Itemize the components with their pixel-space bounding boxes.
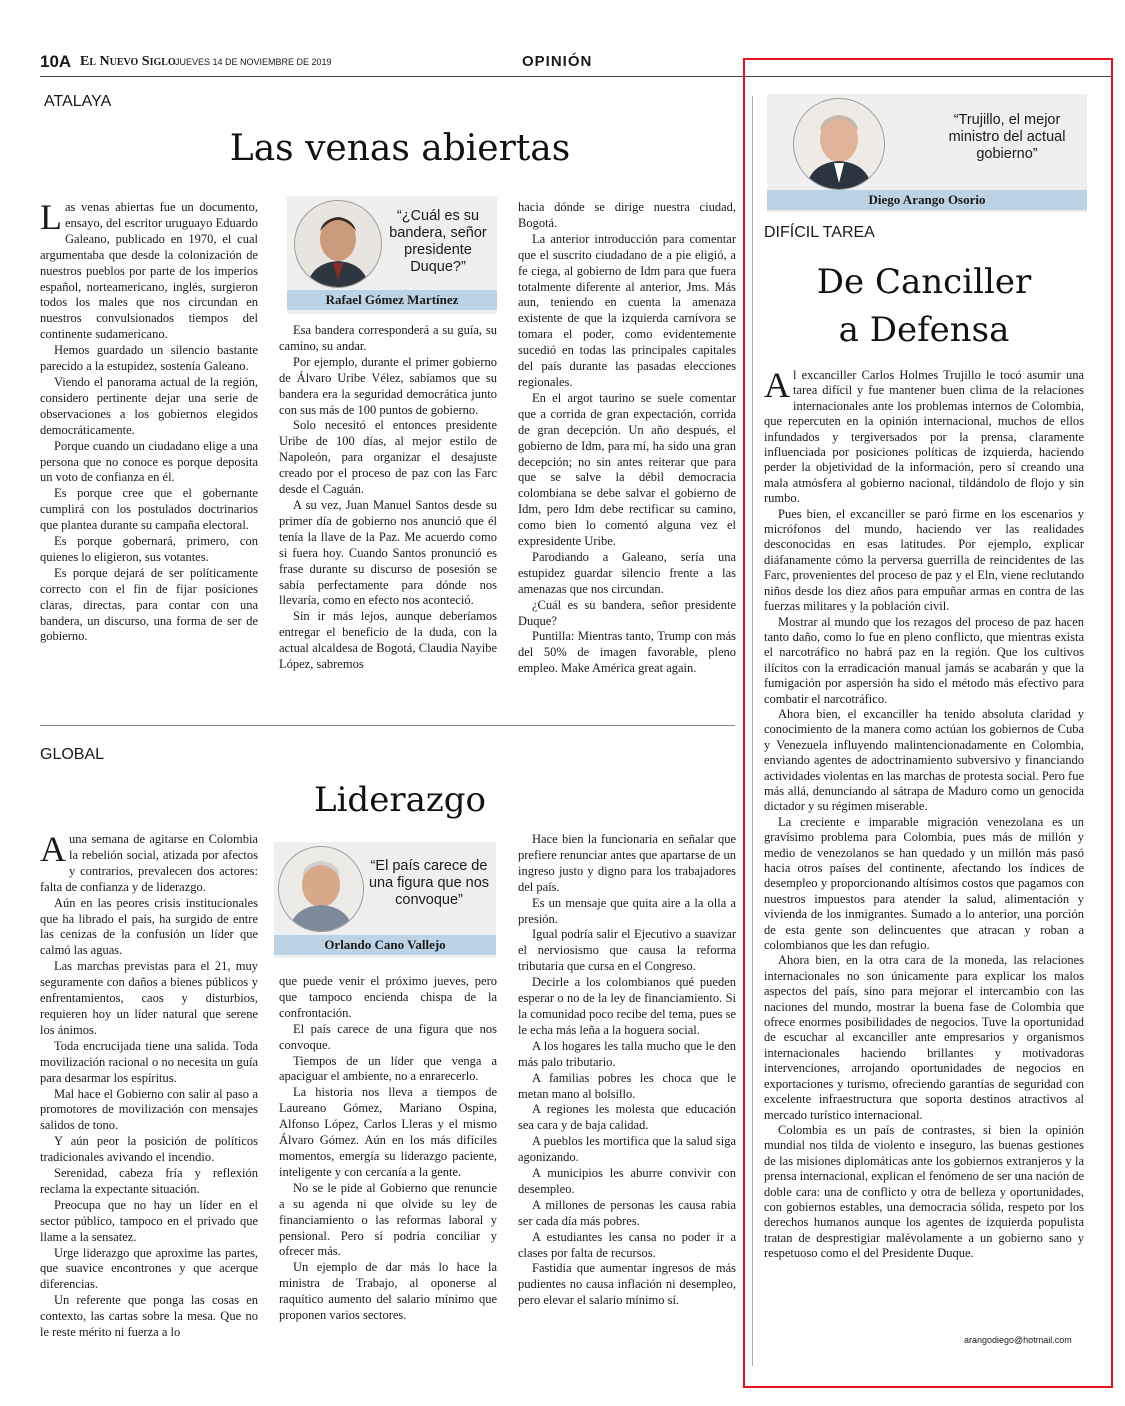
right-kicker: DIFÍCIL TAREA bbox=[764, 224, 875, 241]
paragraph: Esa bandera corresponderá a su guía, su camino, su andar. bbox=[279, 323, 497, 353]
paragraph: El país carece de una figura que nos convoque. bbox=[279, 1021, 497, 1052]
paragraph: Urge liderazgo que aproxime las partes, que suavice encontrones y que acerque diferencias. bbox=[40, 1245, 258, 1292]
author-card bbox=[767, 94, 1087, 212]
author-name: Orlando Cano Vallejo bbox=[274, 935, 496, 955]
paragraph: En el argot taurino se suele comentar que a corrida de gran expectación, corrida de gran decepción. Un año después, el gobierno de Idm, para mí, ha sido una gran decepción; no sin antes reiterar que para que se salve la débil democracia colombiana se debe salvar el gobierno de Idm, pero Idm debe rectificar su camino, como bien lo comentó alguna vez el expresidente Uribe. bbox=[518, 390, 736, 549]
section-title: OPINIÓN bbox=[522, 53, 593, 70]
portrait-icon bbox=[279, 847, 363, 931]
paragraph: Hemos guardado un silencio bastante parecido a la estupidez, sostenía Galeano. bbox=[40, 343, 258, 374]
drop-cap: L bbox=[40, 197, 62, 237]
pull-quote: “¿Cuál es su bandera, señor presidente Duque?” bbox=[389, 208, 487, 275]
author-photo bbox=[294, 200, 382, 288]
paragraph: Es un mensaje que quita aire a la olla a presión. bbox=[518, 895, 736, 926]
newspaper-name: El Nuevo Siglo bbox=[80, 54, 176, 69]
section-divider bbox=[40, 725, 735, 726]
atalaya-column-1 bbox=[40, 197, 258, 645]
paragraph: Porque cuando un ciudadano elige a una persona que no conoce es porque deposita un voto de confianza en él. bbox=[40, 438, 258, 485]
paragraph: Solo necesitó el entonces presidente Uribe de 100 días, al mejor estilo de Napoleón, para organizar el desajuste creado por el proceso de paz con las Farc desde el Caguán. bbox=[279, 418, 497, 497]
author-card bbox=[287, 196, 497, 314]
author-card bbox=[274, 842, 496, 958]
paragraph: A familias pobres les choca que le metan mano al bolsillo. bbox=[518, 1070, 736, 1101]
atalaya-headline: Las venas abiertas bbox=[229, 128, 571, 169]
paragraph: Y aún peor la posición de políticos tradicionales avivando el incendio. bbox=[40, 1134, 258, 1165]
paragraph: A millones de personas les causa rabia ser cada día más pobres. bbox=[518, 1197, 736, 1228]
right-headline bbox=[764, 258, 1084, 354]
paragraph: Ahora bien, en la otra cara de la moneda, las relaciones internacionales no son únicamente para explicar los malos aspectos del país, sino para mejorar el intercambio con las naciones del mundo, mostrar la buena fase de Colombia que ofrece enormes posibilidades de negocios. Tuve la oportunidad de escuchar al excanciller ante empresarios y organismos internacionales haciendo brillantes y motivadoras intervenciones, arrojando oportunidades de negocios en exportaciones y turismo, ofreciendo garantías de seguridad con excelente infraestructura que soporta destinos atractivos al mercado turístico internacional. bbox=[764, 953, 1084, 1122]
paragraph: Ahora bien, el excanciller ha tenido absoluta claridad y conocimiento de la manera como actúan los gobiernos de Cuba y Venezuela influyendo malintencionadamente en Colombia, enviando agentes de adoctrinamiento subversivo y financiando actividades violentas en las marchas de protesta social. Pero fue más allá, denunciando al sátrapa de Maduro como un genocida dictador y su régimen miserable. bbox=[764, 706, 1084, 814]
global-column-1 bbox=[40, 829, 258, 1341]
paragraph: La creciente e imparable migración venezolana es un gravísimo problema para Colombia, pues más de millón y medio de venezolanos se han quedado y un millón más pasó hacia otros países del continente, afectando los índices de desempleo y proporcionando altísimos costos que pagamos con nuestros impuestos para atender la salud, alimentación y vivienda de los inmigrantes. Sumado a lo anterior, una porción de esta gente son delincuentes que atracan y roban a colombianos que les dan refugio. bbox=[764, 814, 1084, 953]
paragraph: No se le pide al Gobierno que renuncie a su agenda ni que olvide su ley de financiamiento o las reformas laboral y pensional. Pero sí podría conciliar y ofrecer más. bbox=[279, 1180, 497, 1259]
portrait-icon bbox=[794, 99, 884, 189]
page-number: 10A bbox=[40, 52, 72, 71]
paragraph: A estudiantes les cansa no poder ir a clases por falta de recursos. bbox=[518, 1229, 736, 1260]
global-column-3 bbox=[518, 832, 736, 1309]
author-name: Diego Arango Osorio bbox=[767, 190, 1087, 210]
drop-cap: A bbox=[764, 365, 790, 405]
pull-quote: “El país carece de una figura que nos convoque” bbox=[368, 858, 490, 908]
paragraph: Fastidia que aumentar ingresos de más pudientes no causa inflación ni desempleo, pero elevar el salario mínimo sí. bbox=[518, 1261, 736, 1308]
paragraph: Aún en las peores crisis institucionales que ha librado el país, ha surgido de entre las cenizas de la confusión un líder que calmó las aguas. bbox=[40, 895, 258, 958]
paragraph: Colombia es un país de contrastes, si bien la opinión mundial nos tilda de violento e inseguro, las buenas gestiones de las misiones diplomáticas ante los gobiernos extranjeros y la prensa internacional, explican el fenómeno de ser una nación de doble cara: una de conflicto y otra de belleza y oportunidades, con gobiernos estables, una democracia sólida, respeto por los derechos humanos aunque los agentes de izquierda populista tratan de desprestigiar malévolamente a un gobierno sano y respetuoso como el del Presidente Duque. bbox=[764, 1122, 1085, 1261]
drop-cap: A bbox=[40, 829, 66, 869]
paragraph: ¿Cuál es su bandera, señor presidente Duque? bbox=[518, 597, 736, 628]
paragraph: Las venas abiertas fue un documento, ensayo, del escritor uruguayo Eduardo Galeano, publicado en 1970, el cual argumentaba que desde la colonización de nuestros pueblos por parte de los imperios español, norteamericano, inglés, surgieron todos los males que nos circundan en nuestros convulsionados tiempos del continente sudamericano. bbox=[40, 197, 258, 342]
author-photo bbox=[793, 98, 885, 190]
paragraph: Pues bien, el excanciller se paró firme en los escenarios y micrófonos del mundo, haciendo ver las realidades desconocidas en esas latitudes. Por ejemplo, explicar diáfanamente cómo la perversa guerrilla de reincidentes de las Farc, provenientes del proceso de paz y el Eln, viene reclutando niños desde los diez años para empuñar armas en contra de las fuerzas militares y la población civil. bbox=[764, 506, 1084, 614]
paragraph: Serenidad, cabeza fría y reflexión reclama la expectante situación. bbox=[40, 1166, 258, 1196]
paragraph: A su vez, Juan Manuel Santos desde su primer día de gobierno nos anunció que él tenía la llave de la Paz. Me acuerdo como si fuera hoy. Cuando Santos pronunció es frase durante su discurso de posesión se sabía perfectamente para dónde nos llevaría, como en efecto nos aconteció. bbox=[279, 497, 497, 608]
paragraph: Tiempos de un líder que venga a apaciguar el ambiente, no a enrarecerlo. bbox=[279, 1053, 497, 1084]
pull-quote: “Trujillo, el mejor ministro del actual gobierno” bbox=[948, 112, 1066, 162]
global-kicker: GLOBAL bbox=[40, 746, 105, 763]
paragraph: Auna semana de agitarse en Colombia la rebelión social, atizada por afectos y contrarios, prevalecen dos actores: falta de confianza y de liderazgo. bbox=[40, 829, 258, 894]
portrait-icon bbox=[295, 201, 381, 287]
paragraph: Un ejemplo de dar más lo hace la ministra de Trabajo, al oponerse al raquítico aumento del salario mínimo que proponen varios sectores. bbox=[279, 1260, 497, 1323]
headline-line-1: De Canciller bbox=[816, 262, 1032, 302]
atalaya-column-2 bbox=[279, 323, 497, 673]
paragraph: Es porque dejará de ser políticamente correcto con el fin de fijar posiciones claras, directas, para contar con una bandera, un discurso, una forma de ser de gobierno. bbox=[40, 565, 258, 644]
paragraph: Las marchas previstas para el 21, muy seguramente con daños a bienes públicos y enfrentamientos, caos y disturbios, requieren hoy un líder natural que serene los ánimos. bbox=[40, 959, 258, 1037]
paragraph: que puede venir el próximo jueves, pero que tampoco encienda chispa de la confrontación. bbox=[279, 974, 497, 1020]
paragraph: A pueblos les mortifica que la salud siga agonizando. bbox=[518, 1134, 736, 1165]
paragraph: Viendo el panorama actual de la región, considero pertinente dejar una serie de observaciones a los gobiernos elegidos democráticamente. bbox=[40, 374, 258, 437]
right-article-body bbox=[764, 365, 1085, 1262]
author-email[interactable]: arangodiego@hotmail.com bbox=[964, 1335, 1072, 1345]
author-photo bbox=[278, 846, 364, 932]
paragraph: Mal hace el Gobierno con salir al paso a promotores de movilización con mensajes salidos de tono. bbox=[40, 1086, 258, 1133]
paragraph: hacia dónde se dirige nuestra ciudad, Bogotá. bbox=[518, 200, 736, 230]
paragraph: A los hogares les talla mucho que le den más palo tributario. bbox=[518, 1038, 736, 1069]
paragraph: A regiones les molesta que educación sea cara y de baja calidad. bbox=[518, 1102, 736, 1133]
paragraph: Decirle a los colombianos qué pueden esperar o no de la ley de financiamiento. Si la comunidad poco recibe del tema, pues se le echa más leña a la hoguera social. bbox=[518, 975, 736, 1037]
atalaya-column-3 bbox=[518, 200, 736, 677]
paragraph: Es porque cree que el gobernante cumplirá con los postulados doctrinarios que plantea durante su campaña electoral. bbox=[40, 486, 258, 533]
paragraph: La historia nos lleva a tiempos de Laureano Gómez, Mariano Ospina, Alfonso López, Carlos Lleras y el mismo Álvaro Gómez. Aún en los más difíciles momentos, emergía su liderazgo paciente, inteligente y con cercanía a la gente. bbox=[279, 1085, 497, 1179]
paragraph: Mostrar al mundo que los rezagos del proceso de paz hacen tanto daño, como lo fue en pleno conflicto, que mientras exista el narcotráfico no habrá paz en la región. Que los cultivos ilícitos con la erradicación manual jamás se acabarán y que la fumigación por aspersión ha sido el método más efectivo para combatir el narcotráfico. bbox=[764, 614, 1084, 706]
paragraph: Al excanciller Carlos Holmes Trujillo le tocó asumir una tarea difícil y fue mantener buen clima de la relaciones internacionales ante los problemas internos de Colombia, que repercuten en la opinión internacional, muchos de ellos infundados y tergiversados por la prensa, claramente influenciada por posiciones políticas de izquierda, haciendo perder la objetividad de la información, pero sí creando una mala atmósfera al gobierno nacional, tildándolo de flojo y sin rumbo. bbox=[764, 365, 1084, 506]
headline-line-2: a Defensa bbox=[838, 310, 1010, 350]
paragraph: Un referente que ponga las cosas en contexto, las cartas sobre la mesa. Que no le reste mérito ni fuerza a lo bbox=[40, 1293, 258, 1340]
paragraph: Igual podría salir el Ejecutivo a suavizar el nerviosismo que causa la reforma tributaria que cursa en el Congreso. bbox=[518, 927, 736, 974]
global-column-2 bbox=[279, 974, 497, 1324]
atalaya-kicker: ATALAYA bbox=[44, 93, 112, 110]
author-name: Rafael Gómez Martínez bbox=[287, 290, 497, 310]
paragraph: Preocupa que no hay un líder en el sector público, tampoco en el privado que llame a la sensatez. bbox=[40, 1197, 258, 1244]
paragraph: Hace bien la funcionaria en señalar que prefiere renunciar antes que apartarse de un ingreso justo y digno para los trabajadores del país. bbox=[518, 832, 736, 894]
paragraph: A municipios les aburre convivir con desempleo. bbox=[518, 1166, 736, 1196]
issue-date: JUEVES 14 DE NOVIEMBRE DE 2019 bbox=[175, 57, 332, 67]
global-headline: Liderazgo bbox=[313, 780, 486, 820]
paragraph: La anterior introducción para comentar que el suscrito ciudadano de a pie eligió, a fe ciega, al gobierno de Idm para que fuera totalmente diferente al anterior, Jms. Más aun, teniendo en cuenta la amenaza existente de que la izquierda carnívora se tomara el poder, como evidentemente sucedió en todas las principales capitales del país durante las pasadas elecciones regionales. bbox=[518, 231, 736, 389]
paragraph: Es porque gobernará, primero, con quienes lo eligieron, sus votantes. bbox=[40, 534, 258, 564]
paragraph: Por ejemplo, durante el primer gobierno de Álvaro Uribe Vélez, sabíamos que su bandera era la seguridad democrática junto con sus más de 100 puntos de gobierno. bbox=[279, 354, 497, 417]
paragraph: Toda encrucijada tiene una salida. Toda movilización racional o no necesita un guía para desarmar los espíritus. bbox=[40, 1038, 258, 1085]
paragraph: Puntilla: Mientras tanto, Trump con más del 50% de imagen favorable, pleno empleo. Make América great again. bbox=[518, 629, 736, 676]
paragraph: Parodiando a Galeano, sería una estupidez guardar silencio frente a las amenazas que nos circundan. bbox=[518, 549, 736, 596]
paragraph: Sin ir más lejos, aunque deberíamos entregar el beneficio de la duda, con la actual alcaldesa de Bogotá, Claudia Nayibe López, sabremos bbox=[279, 609, 497, 672]
